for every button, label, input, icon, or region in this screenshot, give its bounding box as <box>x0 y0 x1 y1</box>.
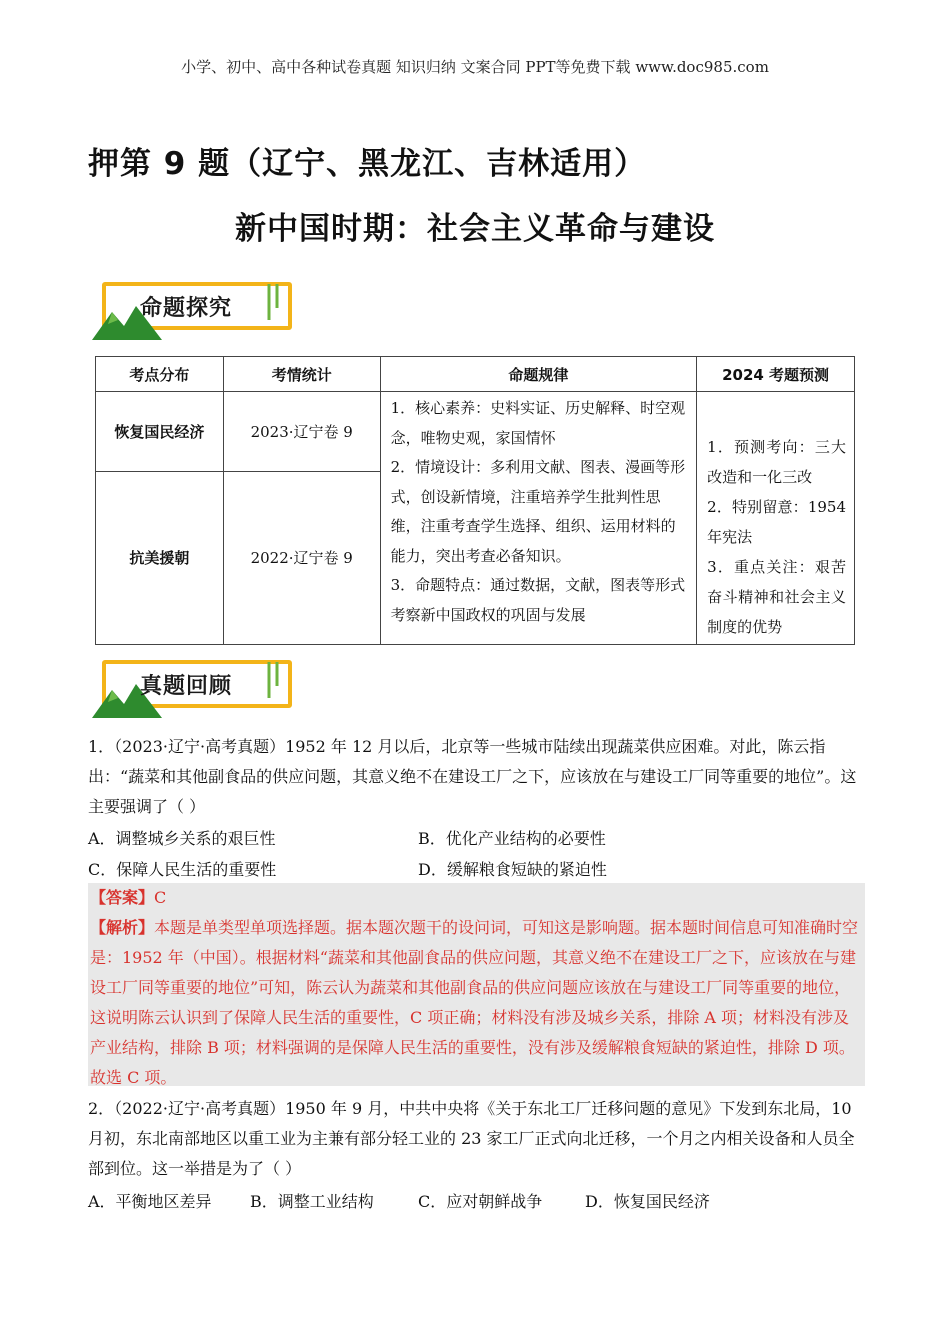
prediction-item: 3．重点关注：艰苦奋斗精神和社会主义制度的优势 <box>707 558 846 636</box>
question-1-option-d: D．缓解粮食短缺的紧迫性 <box>418 860 607 879</box>
table-cell-stat: 2023·辽宁卷 9 <box>223 392 380 472</box>
table-cell-predictions <box>697 392 855 645</box>
leaf-decoration-icon <box>263 660 283 700</box>
table-cell-point: 恢复国民经济 <box>96 392 224 472</box>
table-row <box>96 392 855 472</box>
rule-item: 1．核心素养：史料实证、历史解释、时空观念，唯物史观，家国情怀 <box>390 399 686 447</box>
table-cell-stat: 2022·辽宁卷 9 <box>223 471 380 644</box>
page-title: 押第 9 题（辽宁、黑龙江、吉林适用） <box>88 146 647 182</box>
rule-item: 2．情境设计：多利用文献、图表、漫画等形式，创设新情境，注重培养学生批判性思维，注重考查学生选择、组织、运用材料的能力，突出考查必备知识。 <box>390 458 686 565</box>
table-header: 命题规律 <box>380 357 697 392</box>
question-2-option-d: D．恢复国民经济 <box>585 1192 710 1211</box>
question-1-option-c: C．保障人民生活的重要性 <box>88 860 277 879</box>
answer-value: C <box>154 888 167 907</box>
section-title-explore: 命题探究 <box>140 296 233 321</box>
leaf-decoration-icon <box>263 282 283 322</box>
question-2-option-b: B．调整工业结构 <box>250 1192 374 1211</box>
question-1-stem: 1．（2023·辽宁·高考真题）1952 年 12 月以后，北京等一些城市陆续出现蔬菜供应困难。对此，陈云指出：“蔬菜和其他副食品的供应问题，其意义绝不在建设工厂之下，应该放在与建设工厂同等重要的地位”。这主要强调了（ ） <box>88 737 857 816</box>
section-banner-review <box>92 656 297 718</box>
rule-item: 3．命题特点：通过数据，文献，图表等形式考察新中国政权的巩固与发展 <box>390 576 686 624</box>
analysis-tag: 【解析】 <box>90 918 155 937</box>
question-1-option-a: A．调整城乡关系的艰巨性 <box>88 829 276 848</box>
table-cell-rules <box>380 392 697 645</box>
table-header-row <box>96 357 855 392</box>
table-header: 考情统计 <box>223 357 380 392</box>
table-header: 2024 考题预测 <box>697 357 855 392</box>
question-2-option-c: C．应对朝鲜战争 <box>418 1192 543 1211</box>
section-banner-explore <box>92 278 297 340</box>
table-header: 考点分布 <box>96 357 224 392</box>
question-2-stem: 2．（2022·辽宁·高考真题）1950 年 9 月，中共中央将《关于东北工厂迁移问题的意见》下发到东北局，10 月初，东北南部地区以重工业为主兼有部分轻工业的 23 家工厂正式向北迁移，一个月之内相关设备和人员全部到位。这一举措是为了（ ） <box>88 1099 855 1178</box>
answer-tag: 【答案】 <box>90 888 155 907</box>
answer-box <box>88 883 865 1086</box>
question-1-option-b: B．优化产业结构的必要性 <box>418 829 606 848</box>
question-2-option-a: A．平衡地区差异 <box>88 1192 212 1211</box>
analysis-text: 本题是单类型单项选择题。据本题次题干的设问词，可知这是影响题。据本题时间信息可知准确时空是：1952 年（中国）。根据材料“蔬菜和其他副食品的供应问题，其意义绝不在建设工厂之下，应该放在与建设工厂同等重要的地位”可知，陈云认为蔬菜和其他副食品的供应问题应该放在与建设工厂同等重要的地位，这说明陈云认识到了保障人民生活的重要性，C 项正确；材料没有涉及城乡关系，排除 A 项；材料没有涉及产业结构，排除 B 项；材料强调的是保障人民生活的重要性，没有涉及缓解粮食短缺的紧迫性，排除 D 项。故选 C 项。 <box>90 918 859 1087</box>
prediction-item: 2．特别留意：1954 年宪法 <box>707 498 846 546</box>
analysis-line <box>88 913 865 1093</box>
prediction-item: 1．预测考向：三大改造和一化三改 <box>707 438 846 486</box>
page-header: 小学、初中、高中各种试卷真题 知识归纳 文案合同 PPT等免费下载 www.doc985.com <box>181 58 769 76</box>
exam-info-table <box>95 356 855 645</box>
page-subtitle: 新中国时期：社会主义革命与建设 <box>235 211 715 247</box>
table-cell-point: 抗美援朝 <box>96 471 224 644</box>
section-title-review: 真题回顾 <box>140 674 233 699</box>
answer-line <box>88 883 865 913</box>
